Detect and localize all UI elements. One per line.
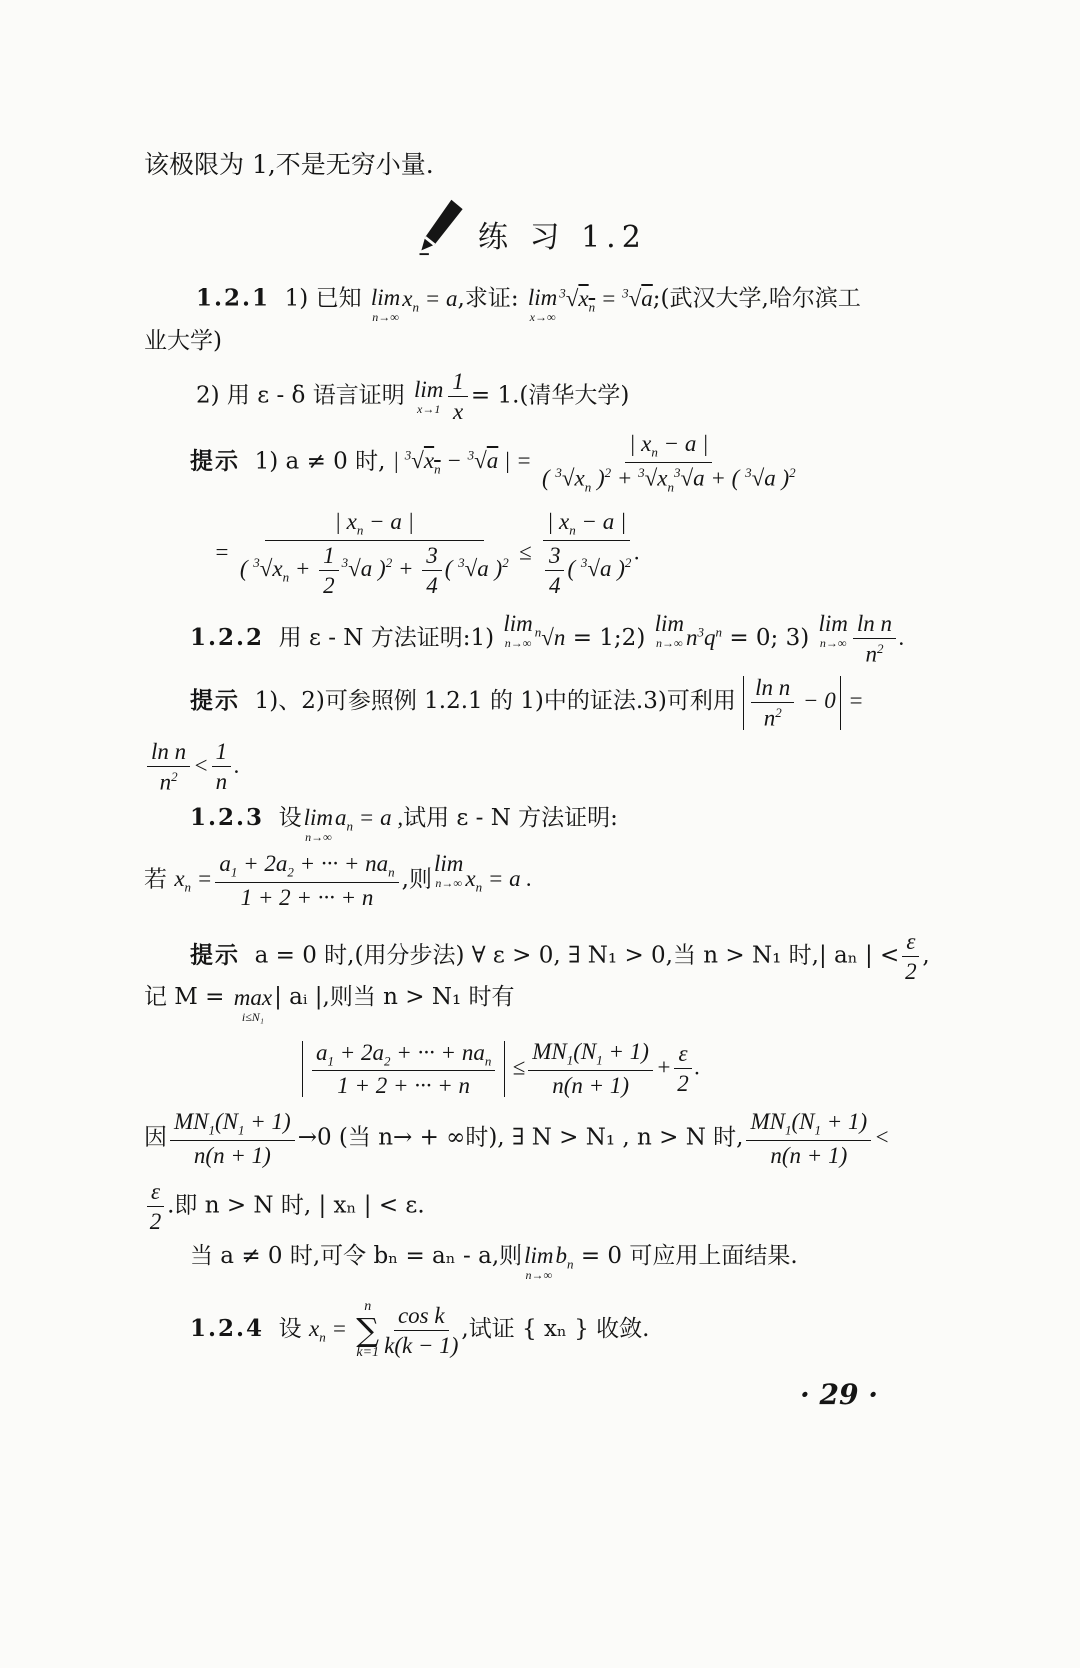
text: 若 xyxy=(144,866,167,893)
text: = 0 可应用上面结果. xyxy=(580,1243,798,1269)
text: 记 M = xyxy=(144,984,225,1010)
text: →0 (当 n→ + ∞时), ∃ N > N₁ , n > N 时, xyxy=(297,1124,744,1151)
text: = 0; 3) xyxy=(729,624,810,651)
hint-label: 提示 xyxy=(190,687,240,715)
lim-sub: n→∞ xyxy=(435,876,462,890)
text: .即 n > N 时, | xₙ | < ε. xyxy=(167,1192,425,1219)
lim-word: lim xyxy=(503,611,533,636)
text: ;(武汉大学,哈尔滨工 xyxy=(652,285,861,312)
hint-1-line2: = | $x_n - a$ | ( $^3√x_n$ + $\frac{1}{2}$ $^3$√a )$^2$ + $\frac{3}{4}$ ( $^3$√a )$^2$ ≤ | $x_n - a$ | $\frac{3}{4}$ ( $^3$√a )$^2$ . xyxy=(214,509,641,598)
max-sub: i≤N₁ xyxy=(241,1010,264,1024)
text: 因 xyxy=(144,1124,167,1151)
top-text: 该极限为 1,不是无穷小量. xyxy=(144,150,434,179)
text: | aᵢ |,则当 n > N₁ 时有 xyxy=(274,984,515,1010)
text: = 1;2) xyxy=(572,624,646,651)
hint-3-line1: 提示 a = 0 时,(用分步法) ∀ ε > 0, ∃ N₁ > 0,当 n > N₁ 时,| aₙ | < $\frac{\varepsilon}{2}$ , xyxy=(190,929,930,984)
lim-sub: n→∞ xyxy=(504,636,532,650)
exercise-1-2-1-cont: 业大学) xyxy=(144,328,222,354)
text: 设 xyxy=(278,805,302,831)
lim-word: lim xyxy=(303,805,334,830)
text: 设 xyxy=(278,1316,302,1342)
hint-3-display: $\frac{a_1 + 2a_2 + \cdot\cdot\cdot + na_n}{1 + 2 + \cdot\cdot\cdot + n}$ ≤ $\frac{MN_1(N_1 + 1)}{n(n + 1)}$ + $\frac{\varepsilon}{2}$ . xyxy=(302,1040,700,1097)
text: 1) 已知 xyxy=(284,285,362,312)
lim-word: lim xyxy=(414,377,444,402)
text: 1) a ≠ 0 时, xyxy=(254,448,386,475)
text: ,试证 { xₙ } 收敛. xyxy=(461,1316,650,1342)
lim-sub: n→∞ xyxy=(656,636,683,650)
hint-3-when: 当 a ≠ 0 时,可令 bₙ = aₙ - a,则 lim n→∞ $b_n = 0$ 可应用上面结果. xyxy=(190,1243,798,1282)
lim-word: lim xyxy=(818,611,848,636)
lim-sub: x→∞ xyxy=(529,310,556,324)
hint-3-because: 因 $\frac{MN_1(N_1 + 1)}{n(n + 1)}$ →0 (当 n→ + ∞时), ∃ N > N₁ , n > N 时, $\frac{MN_1(N_1 + 1)}{n(n + 1)}$ < xyxy=(144,1109,890,1168)
lim-word: lim xyxy=(524,1243,554,1268)
hint-2-line2: $\frac{\text{ln n}}{n^2}$ < $\frac{1}{n}$ . xyxy=(144,740,240,794)
lim-word: lim xyxy=(433,851,464,876)
exercise-number: 1.2.1 xyxy=(196,284,271,312)
hint-1-line1: 提示 1) a ≠ 0 时, | $^3√x_n - ^3√a$ | = $\frac{| x_n - a |}{( ^3√x_n )^2 + ^3√x_n^3√a + ( ^3√a )^2}$ xyxy=(190,431,796,494)
lim-sub: n→∞ xyxy=(819,636,847,650)
exercise-1-2-1-line2: 2) 用 ε - δ 语言证明 lim x→1 $\frac{1}{x}$ = 1.(清华大学) xyxy=(196,369,630,424)
lim-word: lim xyxy=(370,285,401,310)
exercise-number: 1.2.4 xyxy=(190,1315,265,1342)
lim-sub: n→∞ xyxy=(525,1268,553,1282)
lim-sub: x→1 xyxy=(417,402,441,416)
text: ,求证: xyxy=(457,285,519,312)
text: 用 ε - N 方法证明:1) xyxy=(278,624,495,651)
exercise-number: 1.2.3 xyxy=(190,804,265,831)
hint-label: 提示 xyxy=(190,447,240,475)
lim-word: lim xyxy=(527,285,558,310)
text: 1)、2)可参照例 1.2.1 的 1)中的证法.3)可利用 xyxy=(254,688,736,715)
exercise-1-2-3-formula: 若 $x_n$ = $\frac{a_1 + 2a_2 + \cdot\cdot\cdot + na_n}{1 + 2 + \cdot\cdot\cdot + n}$ ,则 lim n→∞ $x_n = a$ . xyxy=(144,851,533,910)
exercise-1-2-4: 1.2.4 设 $x_n$ = n ∑ k=1 $\frac{\text{cos k}}{k(k - 1)}$ ,试证 { xₙ } 收敛. xyxy=(190,1299,650,1360)
lim-sub: n→∞ xyxy=(372,310,399,324)
text: 试用 ε - N 方法证明: xyxy=(403,805,618,831)
hint-2-line1: 提示 1)、2)可参照例 1.2.1 的 1)中的证法.3)可利用 $\frac{\text{ln n}}{n^2}$ − 0 = xyxy=(190,675,864,731)
lim-word: lim xyxy=(654,611,684,636)
page-number: · 29 · xyxy=(800,1378,878,1411)
hint-3-line2 xyxy=(144,986,515,1023)
max-word: max xyxy=(233,985,273,1010)
text: ,则 xyxy=(401,866,432,893)
exercise-heading: 练 习 1.2 xyxy=(478,220,647,255)
hint-label: 提示 xyxy=(190,941,240,969)
text: a = 0 时,(用分步法) ∀ ε > 0, ∃ N₁ > 0,当 n > N₁ 时,| aₙ | < xyxy=(254,942,900,969)
exercise-1-2-3: 1.2.3 设 lim n→∞ $a_n = a$ ,试用 ε - N 方法证明: xyxy=(190,804,618,844)
text: 当 a ≠ 0 时,可令 bₙ = aₙ - a,则 xyxy=(190,1243,523,1269)
text: = 1.(清华大学) xyxy=(470,382,630,409)
exercise-number: 1.2.2 xyxy=(190,623,265,651)
exercise-1-2-2: 1.2.2 用 ε - N 方法证明:1) lim n→∞ $^n$√n = 1;2) lim n→∞ $n^3q^n = 0$; 3) lim n→∞ $\frac{\text{ln n}}{n^2}$ . xyxy=(190,611,905,667)
lim-sub: n→∞ xyxy=(305,830,332,844)
text: 2) 用 ε - δ 语言证明 xyxy=(196,382,405,409)
hint-3-final: $\frac{\varepsilon}{2}$ .即 n > N 时, | xₙ | < ε. xyxy=(144,1180,425,1233)
exercise-1-2-1-line1: 1.2.1 1) 已知 lim n→∞ $x_n = a$,求证: lim x→∞ $^3√x_n$ = $^3$√a;(武汉大学,哈尔滨工 xyxy=(196,284,861,324)
pen-icon xyxy=(414,196,470,256)
